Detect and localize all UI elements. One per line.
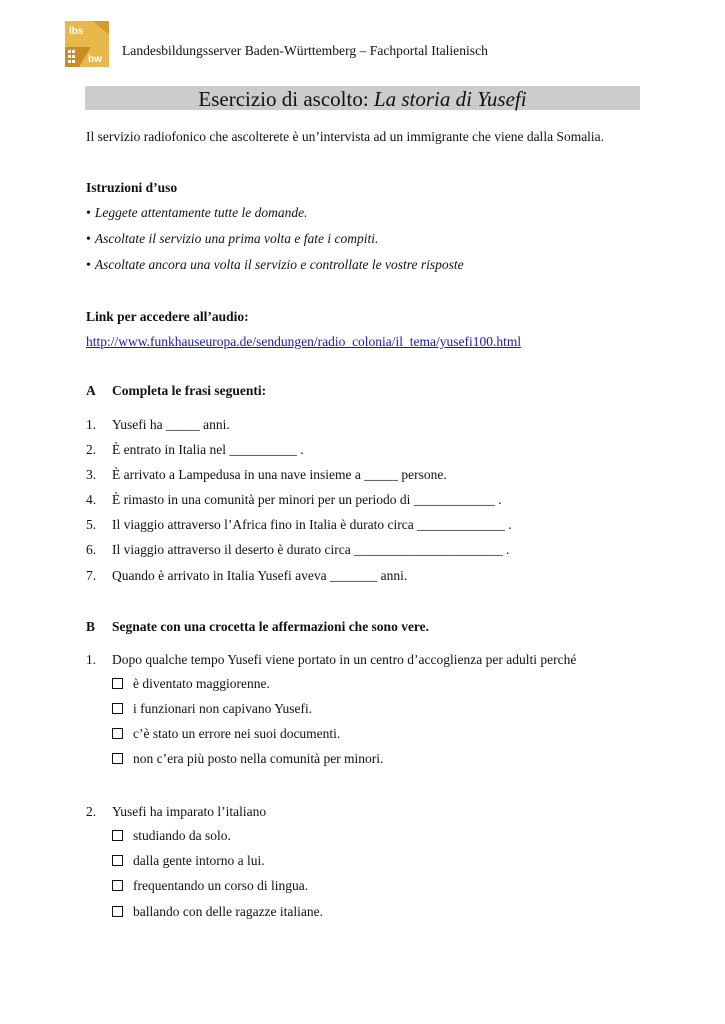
checkbox[interactable]: [112, 855, 123, 866]
checkbox[interactable]: [112, 678, 123, 689]
instruction-item: • Leggete attentamente tutte le domande.: [86, 205, 308, 221]
section-a-heading: A Completa le frasi seguenti:: [86, 383, 267, 398]
instruction-item: • Ascoltate il servizio una prima volta e fate i compiti.: [86, 231, 379, 247]
section-b-heading: B Segnate con una crocetta le affermazioni che sono vere.: [86, 619, 430, 634]
fill-in-item: 4. È rimasto in una comunità per minori per un periodo di ____________ .: [86, 492, 502, 507]
checkbox[interactable]: [112, 728, 123, 739]
checkbox[interactable]: [112, 703, 123, 714]
instruction-item: • Ascoltate ancora una volta il servizio e controllate le vostre risposte: [86, 257, 464, 273]
question: 1. Dopo qualche tempo Yusefi viene portato in un centro d’accoglienza per adulti perché: [86, 652, 577, 667]
portal-header: Landesbildungsserver Baden-Württemberg – Fachportal Italienisch: [122, 43, 488, 58]
checkbox[interactable]: [112, 906, 123, 917]
instructions-heading: Istruzioni d’uso: [86, 180, 178, 195]
checkbox[interactable]: [112, 830, 123, 841]
answer-option[interactable]: frequentando un corso di lingua.: [112, 878, 308, 894]
fill-in-item: 1. Yusefi ha _____ anni.: [86, 417, 230, 432]
checkbox[interactable]: [112, 753, 123, 764]
answer-option[interactable]: dalla gente intorno a lui.: [112, 853, 265, 869]
fill-in-item: 3. È arrivato a Lampedusa in una nave insieme a _____ persone.: [86, 467, 447, 482]
link-heading: Link per accedere all’audio:: [86, 309, 249, 324]
fill-in-item: 2. È entrato in Italia nel __________ .: [86, 442, 304, 457]
answer-option[interactable]: c’è stato un errore nei suoi documenti.: [112, 726, 340, 742]
intro-paragraph: Il servizio radiofonico che ascolterete è un’intervista ad un immigrante che viene dalla Somalia.: [86, 129, 605, 144]
svg-text:lbs: lbs: [69, 26, 84, 37]
answer-option[interactable]: studiando da solo.: [112, 828, 231, 844]
fill-in-item: 6. Il viaggio attraverso il deserto è durato circa ______________________ .: [86, 542, 510, 557]
question: 2. Yusefi ha imparato l’italiano: [86, 804, 267, 819]
answer-option[interactable]: i funzionari non capivano Yusefi.: [112, 701, 312, 717]
answer-option[interactable]: non c’era più posto nella comunità per minori.: [112, 751, 383, 767]
document-title: Esercizio di ascolto: La storia di Yusefi: [85, 86, 640, 110]
answer-option[interactable]: ballando con delle ragazze italiane.: [112, 904, 323, 920]
audio-link[interactable]: http://www.funkhauseuropa.de/sendungen/radio_colonia/il_tema/yusefi100.html: [86, 334, 522, 349]
answer-option[interactable]: è diventato maggiorenne.: [112, 676, 270, 692]
lbs-bw-logo: [65, 21, 109, 67]
svg-text:bw: bw: [88, 54, 102, 65]
checkbox[interactable]: [112, 880, 123, 891]
fill-in-item: 7. Quando è arrivato in Italia Yusefi aveva _______ anni.: [86, 568, 408, 583]
fill-in-item: 5. Il viaggio attraverso l’Africa fino in Italia è durato circa _____________ .: [86, 517, 512, 532]
